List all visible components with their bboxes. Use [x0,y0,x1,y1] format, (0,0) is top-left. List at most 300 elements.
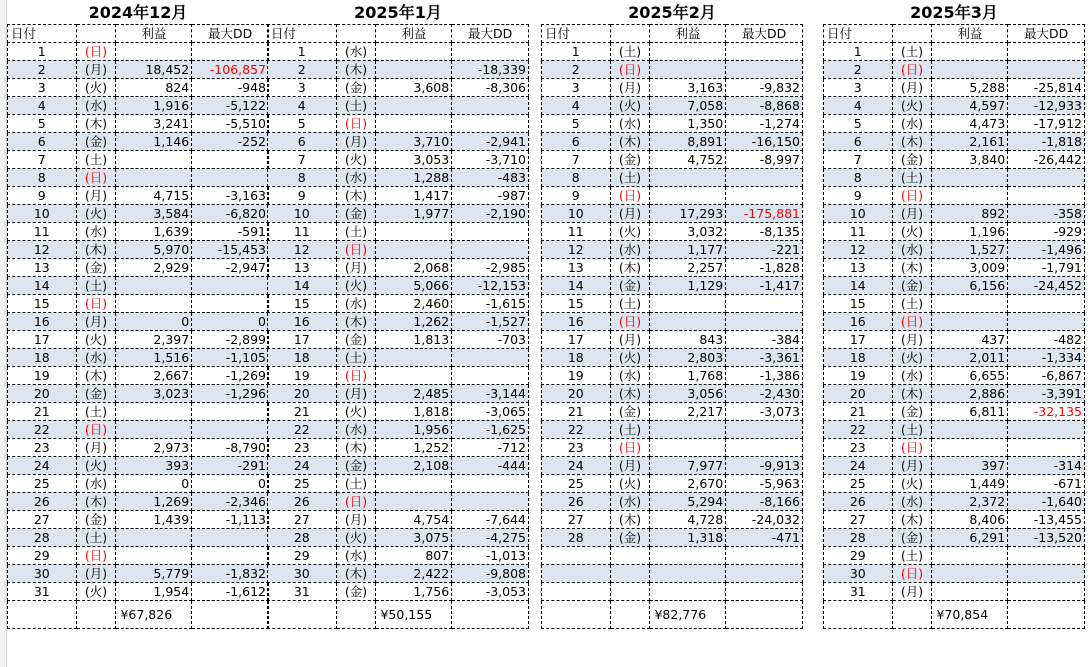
weekday-cell[interactable]: (火) [76,79,116,97]
maxdd-cell[interactable]: -13,520 [1008,529,1085,547]
profit-cell[interactable] [650,583,726,601]
header-profit-cell[interactable]: 利益 [650,25,726,43]
total-empty-cell[interactable] [1008,601,1085,629]
day-cell[interactable]: 1 [268,43,337,61]
maxdd-cell[interactable] [452,475,529,493]
maxdd-cell[interactable]: -6,867 [1008,367,1085,385]
profit-cell[interactable]: 843 [650,331,726,349]
weekday-cell[interactable]: (土) [892,43,932,61]
day-cell[interactable]: 7 [268,151,337,169]
profit-cell[interactable] [932,43,1008,61]
profit-cell[interactable]: 4,715 [116,187,192,205]
weekday-cell[interactable]: (金) [336,331,376,349]
profit-cell[interactable]: 1,768 [650,367,726,385]
day-cell[interactable]: 24 [268,457,337,475]
day-cell[interactable]: 18 [268,349,337,367]
day-cell[interactable]: 7 [824,151,893,169]
total-empty-cell[interactable] [726,601,803,629]
maxdd-cell[interactable]: 0 [192,313,269,331]
weekday-cell[interactable]: (月) [610,205,650,223]
weekday-cell[interactable]: (月) [336,385,376,403]
header-profit-cell[interactable]: 利益 [932,25,1008,43]
profit-cell[interactable]: 5,779 [116,565,192,583]
weekday-cell[interactable]: (日) [336,241,376,259]
maxdd-cell[interactable]: -1,274 [726,115,803,133]
weekday-cell[interactable]: (木) [336,439,376,457]
profit-cell[interactable]: 2,670 [650,475,726,493]
weekday-cell[interactable]: (木) [610,259,650,277]
weekday-cell[interactable]: (月) [76,313,116,331]
profit-cell[interactable]: 1,439 [116,511,192,529]
maxdd-cell[interactable]: -929 [1008,223,1085,241]
profit-cell[interactable]: 2,422 [376,565,452,583]
maxdd-cell[interactable]: -5,510 [192,115,269,133]
day-cell[interactable]: 2 [8,61,77,79]
maxdd-cell[interactable]: -444 [452,457,529,475]
month-total-cell[interactable]: ¥70,854 [932,601,1008,629]
maxdd-cell[interactable] [192,421,269,439]
profit-cell[interactable]: 3,053 [376,151,452,169]
weekday-cell[interactable]: (木) [610,511,650,529]
profit-cell[interactable]: 5,288 [932,79,1008,97]
day-cell[interactable]: 10 [824,205,893,223]
header-day-cell[interactable]: 日付 [824,25,893,43]
day-cell[interactable]: 15 [8,295,77,313]
weekday-cell[interactable]: (火) [610,349,650,367]
maxdd-cell[interactable]: -26,442 [1008,151,1085,169]
profit-cell[interactable] [116,529,192,547]
weekday-cell[interactable]: (月) [610,79,650,97]
day-cell[interactable]: 26 [542,493,611,511]
weekday-cell[interactable]: (金) [610,277,650,295]
weekday-cell[interactable]: (木) [336,187,376,205]
day-cell[interactable]: 30 [8,565,77,583]
day-cell[interactable]: 9 [268,187,337,205]
day-cell[interactable]: 20 [8,385,77,403]
day-cell[interactable]: 27 [824,511,893,529]
maxdd-cell[interactable]: -1,818 [1008,133,1085,151]
maxdd-cell[interactable]: -3,073 [726,403,803,421]
weekday-cell[interactable]: (木) [76,367,116,385]
maxdd-cell[interactable]: -4,275 [452,529,529,547]
total-empty-cell[interactable] [76,601,116,629]
profit-cell[interactable] [932,547,1008,565]
day-cell[interactable] [542,565,611,583]
profit-cell[interactable] [932,295,1008,313]
weekday-cell[interactable]: (水) [892,241,932,259]
profit-cell[interactable]: 1,146 [116,133,192,151]
weekday-cell[interactable]: (水) [336,295,376,313]
profit-cell[interactable]: 5,294 [650,493,726,511]
maxdd-cell[interactable] [1008,295,1085,313]
day-cell[interactable]: 22 [542,421,611,439]
profit-cell[interactable]: 1,813 [376,331,452,349]
maxdd-cell[interactable] [726,583,803,601]
day-cell[interactable]: 5 [824,115,893,133]
maxdd-cell[interactable]: -2,985 [452,259,529,277]
maxdd-cell[interactable]: -1,417 [726,277,803,295]
day-cell[interactable]: 29 [8,547,77,565]
weekday-cell[interactable]: (月) [892,205,932,223]
maxdd-cell[interactable] [1008,187,1085,205]
maxdd-cell[interactable]: -6,820 [192,205,269,223]
profit-cell[interactable]: 6,811 [932,403,1008,421]
maxdd-cell[interactable] [726,187,803,205]
day-cell[interactable]: 16 [268,313,337,331]
profit-cell[interactable]: 2,803 [650,349,726,367]
maxdd-cell[interactable]: -1,386 [726,367,803,385]
weekday-cell[interactable]: (金) [336,583,376,601]
day-cell[interactable]: 18 [542,349,611,367]
profit-cell[interactable] [650,295,726,313]
weekday-cell[interactable]: (火) [336,151,376,169]
day-cell[interactable]: 13 [8,259,77,277]
weekday-cell[interactable]: (木) [336,313,376,331]
weekday-cell[interactable]: (木) [892,259,932,277]
day-cell[interactable]: 2 [542,61,611,79]
maxdd-cell[interactable]: -9,832 [726,79,803,97]
profit-cell[interactable]: 3,056 [650,385,726,403]
maxdd-cell[interactable] [1008,565,1085,583]
weekday-cell[interactable]: (土) [336,349,376,367]
weekday-cell[interactable]: (木) [892,385,932,403]
weekday-cell[interactable]: (水) [892,115,932,133]
weekday-cell[interactable]: (火) [610,223,650,241]
profit-cell[interactable]: 4,728 [650,511,726,529]
day-cell[interactable]: 4 [268,97,337,115]
weekday-cell[interactable]: (日) [76,295,116,313]
maxdd-cell[interactable]: -3,163 [192,187,269,205]
profit-cell[interactable]: 1,449 [932,475,1008,493]
profit-cell[interactable] [650,313,726,331]
weekday-cell[interactable]: (水) [76,349,116,367]
total-empty-cell[interactable] [336,601,376,629]
day-cell[interactable]: 1 [824,43,893,61]
day-cell[interactable]: 18 [824,349,893,367]
weekday-cell[interactable]: (水) [610,367,650,385]
profit-cell[interactable]: 1,954 [116,583,192,601]
profit-cell[interactable] [376,97,452,115]
profit-cell[interactable]: 2,068 [376,259,452,277]
weekday-cell[interactable]: (日) [336,115,376,133]
total-empty-cell[interactable] [452,601,529,629]
maxdd-cell[interactable] [726,43,803,61]
header-day-cell[interactable]: 日付 [542,25,611,43]
day-cell[interactable]: 27 [268,511,337,529]
day-cell[interactable]: 7 [542,151,611,169]
maxdd-cell[interactable] [192,403,269,421]
maxdd-cell[interactable] [192,529,269,547]
day-cell[interactable]: 10 [542,205,611,223]
weekday-cell[interactable]: (火) [76,331,116,349]
weekday-cell[interactable]: (日) [336,367,376,385]
profit-cell[interactable]: 2,886 [932,385,1008,403]
day-cell[interactable]: 16 [542,313,611,331]
maxdd-cell[interactable]: -1,013 [452,547,529,565]
month-total-cell[interactable]: ¥82,776 [650,601,726,629]
maxdd-cell[interactable]: -175,881 [726,205,803,223]
weekday-cell[interactable]: (木) [336,565,376,583]
weekday-cell[interactable]: (水) [76,223,116,241]
day-cell[interactable]: 11 [8,223,77,241]
weekday-cell[interactable]: (水) [336,43,376,61]
weekday-cell[interactable]: (月) [76,565,116,583]
profit-cell[interactable] [376,475,452,493]
day-cell[interactable]: 6 [542,133,611,151]
day-cell[interactable]: 17 [824,331,893,349]
weekday-cell[interactable] [610,547,650,565]
weekday-cell[interactable]: (金) [610,151,650,169]
maxdd-cell[interactable] [452,241,529,259]
weekday-cell[interactable]: (日) [610,439,650,457]
weekday-cell[interactable]: (土) [76,151,116,169]
day-cell[interactable]: 28 [542,529,611,547]
maxdd-cell[interactable]: -13,455 [1008,511,1085,529]
day-cell[interactable]: 16 [8,313,77,331]
day-cell[interactable]: 4 [542,97,611,115]
profit-cell[interactable]: 3,241 [116,115,192,133]
profit-cell[interactable]: 3,163 [650,79,726,97]
weekday-cell[interactable]: (金) [336,205,376,223]
maxdd-cell[interactable] [1008,43,1085,61]
maxdd-cell[interactable]: -2,346 [192,493,269,511]
weekday-cell[interactable]: (金) [76,259,116,277]
total-empty-cell[interactable] [892,601,932,629]
day-cell[interactable]: 11 [268,223,337,241]
maxdd-cell[interactable]: 0 [192,475,269,493]
maxdd-cell[interactable] [1008,421,1085,439]
maxdd-cell[interactable]: -3,065 [452,403,529,421]
weekday-cell[interactable] [610,565,650,583]
day-cell[interactable]: 14 [8,277,77,295]
profit-cell[interactable]: 1,956 [376,421,452,439]
weekday-cell[interactable]: (金) [892,403,932,421]
day-cell[interactable]: 27 [542,511,611,529]
day-cell[interactable]: 23 [542,439,611,457]
profit-cell[interactable]: 807 [376,547,452,565]
weekday-cell[interactable]: (日) [892,565,932,583]
maxdd-cell[interactable]: -1,612 [192,583,269,601]
profit-cell[interactable]: 7,058 [650,97,726,115]
header-weekday-cell[interactable] [336,25,376,43]
profit-cell[interactable]: 1,269 [116,493,192,511]
day-cell[interactable]: 11 [542,223,611,241]
day-cell[interactable]: 9 [542,187,611,205]
weekday-cell[interactable]: (水) [892,367,932,385]
total-empty-cell[interactable] [192,601,269,629]
profit-cell[interactable] [376,43,452,61]
header-maxdd-cell[interactable]: 最大DD [452,25,529,43]
day-cell[interactable]: 18 [8,349,77,367]
day-cell[interactable]: 26 [8,493,77,511]
weekday-cell[interactable]: (月) [610,457,650,475]
profit-cell[interactable] [116,169,192,187]
weekday-cell[interactable]: (火) [892,349,932,367]
weekday-cell[interactable]: (火) [610,475,650,493]
profit-cell[interactable]: 3,009 [932,259,1008,277]
day-cell[interactable]: 6 [268,133,337,151]
weekday-cell[interactable]: (木) [336,61,376,79]
day-cell[interactable]: 1 [542,43,611,61]
profit-cell[interactable] [650,565,726,583]
profit-cell[interactable]: 4,473 [932,115,1008,133]
day-cell[interactable]: 8 [824,169,893,187]
profit-cell[interactable] [376,241,452,259]
day-cell[interactable]: 5 [542,115,611,133]
maxdd-cell[interactable] [192,295,269,313]
maxdd-cell[interactable]: -358 [1008,205,1085,223]
weekday-cell[interactable]: (土) [610,295,650,313]
profit-cell[interactable] [116,295,192,313]
total-empty-cell[interactable] [824,601,893,629]
profit-cell[interactable] [376,349,452,367]
weekday-cell[interactable]: (土) [336,475,376,493]
day-cell[interactable]: 15 [824,295,893,313]
day-cell[interactable]: 17 [542,331,611,349]
maxdd-cell[interactable] [192,277,269,295]
day-cell[interactable]: 21 [824,403,893,421]
day-cell[interactable]: 17 [8,331,77,349]
maxdd-cell[interactable]: -1,296 [192,385,269,403]
profit-cell[interactable] [932,583,1008,601]
weekday-cell[interactable]: (火) [610,97,650,115]
profit-cell[interactable] [376,61,452,79]
profit-cell[interactable]: 3,584 [116,205,192,223]
profit-cell[interactable] [932,313,1008,331]
maxdd-cell[interactable]: -483 [452,169,529,187]
weekday-cell[interactable]: (水) [76,97,116,115]
profit-cell[interactable]: 5,066 [376,277,452,295]
weekday-cell[interactable]: (水) [76,475,116,493]
maxdd-cell[interactable]: -1,113 [192,511,269,529]
day-cell[interactable]: 28 [268,529,337,547]
profit-cell[interactable]: 6,291 [932,529,1008,547]
day-cell[interactable]: 12 [824,241,893,259]
profit-cell[interactable]: 397 [932,457,1008,475]
weekday-cell[interactable]: (水) [610,241,650,259]
weekday-cell[interactable]: (金) [76,385,116,403]
total-empty-cell[interactable] [542,601,611,629]
day-cell[interactable]: 14 [268,277,337,295]
weekday-cell[interactable]: (日) [892,61,932,79]
day-cell[interactable]: 7 [8,151,77,169]
weekday-cell[interactable]: (日) [610,313,650,331]
weekday-cell[interactable]: (水) [610,493,650,511]
day-cell[interactable]: 14 [542,277,611,295]
weekday-cell[interactable]: (火) [336,403,376,421]
day-cell[interactable]: 2 [824,61,893,79]
weekday-cell[interactable]: (木) [892,133,932,151]
profit-cell[interactable]: 2,108 [376,457,452,475]
weekday-cell[interactable]: (金) [892,277,932,295]
weekday-cell[interactable]: (日) [76,547,116,565]
profit-cell[interactable]: 2,161 [932,133,1008,151]
day-cell[interactable]: 24 [824,457,893,475]
profit-cell[interactable]: 3,840 [932,151,1008,169]
profit-cell[interactable]: 5,970 [116,241,192,259]
profit-cell[interactable]: 4,754 [376,511,452,529]
weekday-cell[interactable]: (火) [336,277,376,295]
maxdd-cell[interactable]: -24,032 [726,511,803,529]
day-cell[interactable]: 12 [542,241,611,259]
weekday-cell[interactable]: (日) [610,61,650,79]
weekday-cell[interactable]: (土) [336,223,376,241]
maxdd-cell[interactable] [192,547,269,565]
profit-cell[interactable]: 8,406 [932,511,1008,529]
profit-cell[interactable] [932,421,1008,439]
maxdd-cell[interactable]: -5,122 [192,97,269,115]
maxdd-cell[interactable]: -17,912 [1008,115,1085,133]
profit-cell[interactable]: 4,597 [932,97,1008,115]
profit-cell[interactable]: 2,485 [376,385,452,403]
weekday-cell[interactable]: (金) [610,529,650,547]
maxdd-cell[interactable]: -12,933 [1008,97,1085,115]
maxdd-cell[interactable] [726,421,803,439]
maxdd-cell[interactable]: -1,832 [192,565,269,583]
profit-cell[interactable]: 1,350 [650,115,726,133]
profit-cell[interactable]: 8,891 [650,133,726,151]
profit-cell[interactable] [932,565,1008,583]
profit-cell[interactable] [116,277,192,295]
profit-cell[interactable]: 1,818 [376,403,452,421]
maxdd-cell[interactable] [452,493,529,511]
day-cell[interactable]: 28 [824,529,893,547]
profit-cell[interactable]: 3,032 [650,223,726,241]
weekday-cell[interactable]: (火) [76,457,116,475]
total-empty-cell[interactable] [8,601,77,629]
profit-cell[interactable] [116,547,192,565]
maxdd-cell[interactable] [452,43,529,61]
profit-cell[interactable]: 3,075 [376,529,452,547]
profit-cell[interactable] [376,367,452,385]
maxdd-cell[interactable]: -25,814 [1008,79,1085,97]
profit-cell[interactable] [932,439,1008,457]
profit-cell[interactable]: 1,527 [932,241,1008,259]
weekday-cell[interactable]: (土) [892,295,932,313]
weekday-cell[interactable]: (金) [336,457,376,475]
maxdd-cell[interactable]: -3,144 [452,385,529,403]
profit-cell[interactable]: 4,752 [650,151,726,169]
day-cell[interactable]: 1 [8,43,77,61]
maxdd-cell[interactable]: -32,135 [1008,403,1085,421]
profit-cell[interactable]: 1,318 [650,529,726,547]
weekday-cell[interactable]: (火) [892,97,932,115]
weekday-cell[interactable]: (日) [892,439,932,457]
day-cell[interactable]: 3 [542,79,611,97]
weekday-cell[interactable]: (木) [76,115,116,133]
day-cell[interactable]: 9 [824,187,893,205]
header-weekday-cell[interactable] [76,25,116,43]
maxdd-cell[interactable]: -5,963 [726,475,803,493]
day-cell[interactable]: 4 [8,97,77,115]
profit-cell[interactable] [376,115,452,133]
weekday-cell[interactable]: (木) [892,511,932,529]
month-total-cell[interactable]: ¥50,155 [376,601,452,629]
maxdd-cell[interactable] [192,169,269,187]
day-cell[interactable] [542,547,611,565]
day-cell[interactable]: 19 [8,367,77,385]
weekday-cell[interactable]: (土) [610,169,650,187]
weekday-cell[interactable]: (金) [610,403,650,421]
month-total-cell[interactable]: ¥67,826 [116,601,192,629]
day-cell[interactable]: 28 [8,529,77,547]
profit-cell[interactable]: 3,023 [116,385,192,403]
weekday-cell[interactable]: (月) [892,583,932,601]
day-cell[interactable]: 8 [8,169,77,187]
day-cell[interactable]: 25 [268,475,337,493]
profit-cell[interactable]: 2,460 [376,295,452,313]
profit-cell[interactable]: 437 [932,331,1008,349]
